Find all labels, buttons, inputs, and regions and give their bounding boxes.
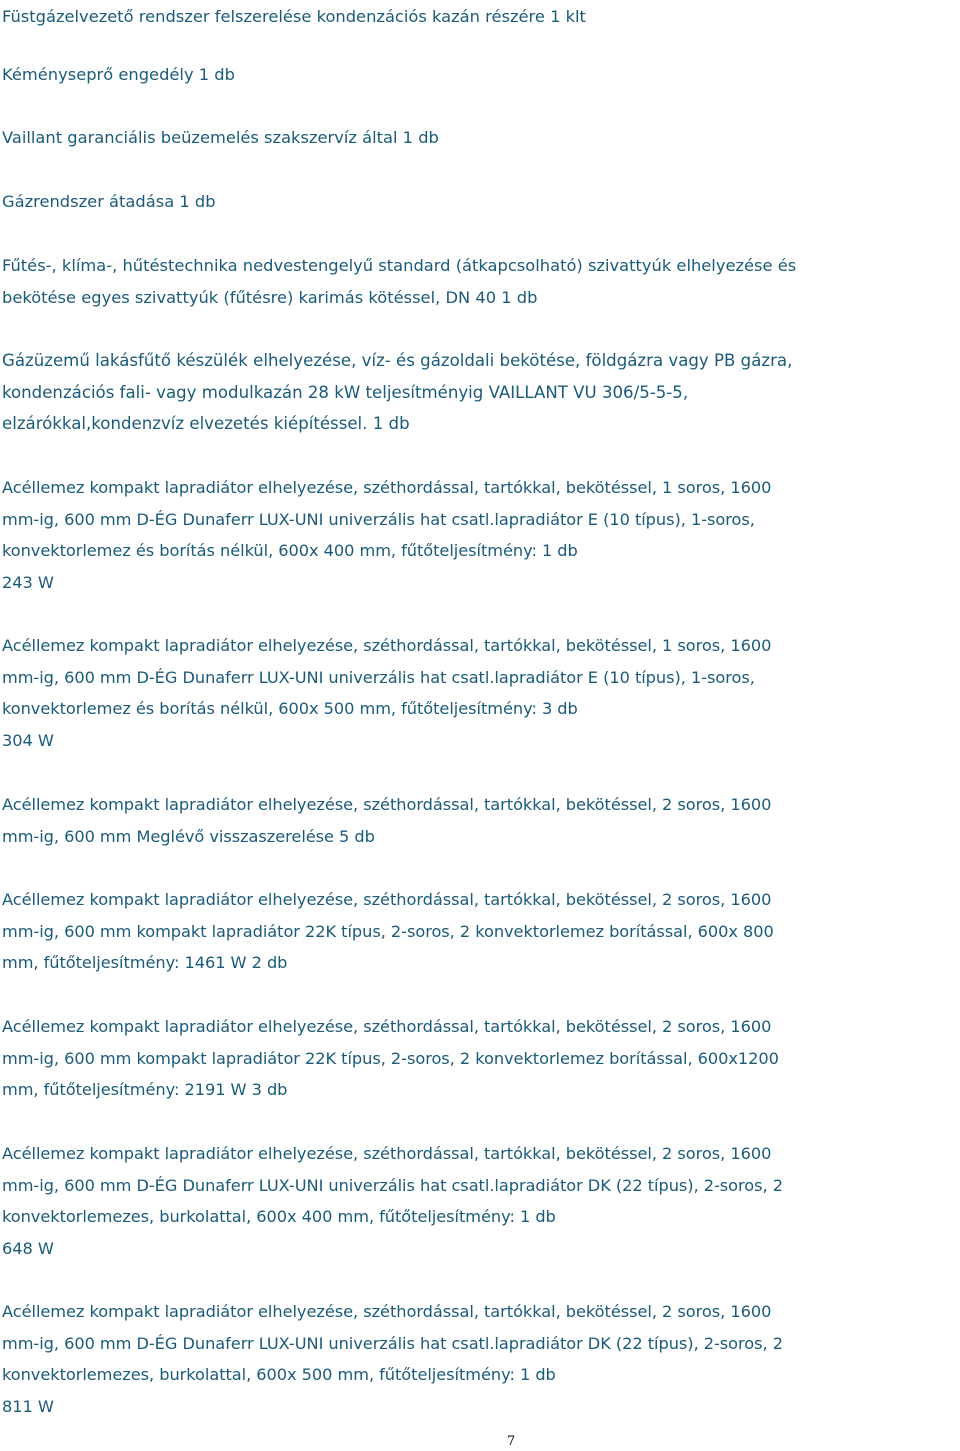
item-chimney-permit	[2, 59, 956, 91]
item-line: konvektorlemezes, burkolattal, 600x 400 mm, fűtőteljesítmény: 1 db	[2, 1207, 556, 1227]
item-gas-handover	[2, 186, 956, 218]
item-line: kondenzációs fali- vagy modulkazán 28 kW teljesítményig VAILLANT VU 306/5-5-5,	[2, 382, 689, 402]
page-number: 7	[506, 1434, 516, 1449]
item-radiator-4	[2, 884, 956, 979]
item-line: mm, fűtőteljesítmény: 2191 W 3 db	[2, 1080, 288, 1100]
item-line: Acéllemez kompakt lapradiátor elhelyezése, széthordással, tartókkal, bekötéssel, 2 soros, 1600	[2, 890, 772, 909]
item-line: 811 W	[2, 1397, 54, 1417]
item-line: Acéllemez kompakt lapradiátor elhelyezése, széthordással, tartókkal, bekötéssel, 1 soros, 1600	[2, 478, 772, 497]
item-line: mm-ig, 600 mm D-ÉG Dunaferr LUX-UNI univerzális hat csatl.lapradiátor DK (22 típus), 2-soros, 2	[2, 1333, 783, 1353]
item-line: Gázrendszer átadása 1 db	[2, 192, 216, 211]
item-line: mm, fűtőteljesítmény: 1461 W 2 db	[2, 953, 288, 973]
item-line: Gázüzemű lakásfűtő készülék elhelyezése, víz- és gázoldali bekötése, földgázra vagy PB gázra,	[2, 351, 793, 370]
item-line: Kéményseprő engedély 1 db	[2, 65, 235, 84]
item-radiator-3	[2, 789, 956, 852]
item-radiator-5	[2, 1011, 956, 1106]
item-line: 243 W	[2, 573, 54, 593]
item-gas-boiler	[2, 345, 956, 440]
item-line: Füstgázelvezető rendszer felszerelése kondenzációs kazán részére 1 klt	[2, 7, 586, 26]
item-radiator-7	[2, 1296, 956, 1423]
item-line: Vaillant garanciális beüzemelés szakszervíz által 1 db	[2, 128, 439, 147]
item-radiator-1	[2, 472, 956, 599]
item-flue-system	[2, 1, 956, 33]
item-line: konvektorlemezes, burkolattal, 600x 500 mm, fűtőteljesítmény: 1 db	[2, 1365, 556, 1385]
item-line: 304 W	[2, 731, 54, 751]
item-line: Acéllemez kompakt lapradiátor elhelyezése, széthordással, tartókkal, bekötéssel, 2 soros, 1600	[2, 795, 772, 814]
item-radiator-2	[2, 630, 956, 757]
item-line: mm-ig, 600 mm D-ÉG Dunaferr LUX-UNI univerzális hat csatl.lapradiátor E (10 típus), 1-soros,	[2, 667, 755, 687]
item-pumps	[2, 250, 956, 313]
item-line: Acéllemez kompakt lapradiátor elhelyezése, széthordással, tartókkal, bekötéssel, 2 soros, 1600	[2, 1302, 772, 1321]
item-line: mm-ig, 600 mm kompakt lapradiátor 22K típus, 2-soros, 2 konvektorlemez borítással, 600x 800	[2, 921, 774, 941]
item-line: Acéllemez kompakt lapradiátor elhelyezése, széthordással, tartókkal, bekötéssel, 1 soros, 1600	[2, 636, 772, 655]
item-radiator-6	[2, 1138, 956, 1265]
item-line: bekötése egyes szivattyúk (fűtésre) karimás kötéssel, DN 40 1 db	[2, 287, 538, 307]
item-line: mm-ig, 600 mm D-ÉG Dunaferr LUX-UNI univerzális hat csatl.lapradiátor E (10 típus), 1-soros,	[2, 509, 755, 529]
item-line: Acéllemez kompakt lapradiátor elhelyezése, széthordással, tartókkal, bekötéssel, 2 soros, 1600	[2, 1017, 772, 1036]
item-line: elzárókkal,kondenzvíz elvezetés kiépítéssel. 1 db	[2, 414, 410, 434]
item-line: mm-ig, 600 mm Meglévő visszaszerelése 5 db	[2, 826, 375, 846]
item-line: konvektorlemez és borítás nélkül, 600x 400 mm, fűtőteljesítmény: 1 db	[2, 541, 578, 561]
item-line: Fűtés-, klíma-, hűtéstechnika nedvestengelyű standard (átkapcsolható) szivattyúk elhelyezése és	[2, 256, 797, 275]
item-warranty-commissioning	[2, 122, 956, 154]
item-line: mm-ig, 600 mm D-ÉG Dunaferr LUX-UNI univerzális hat csatl.lapradiátor DK (22 típus), 2-soros, 2	[2, 1175, 783, 1195]
item-line: mm-ig, 600 mm kompakt lapradiátor 22K típus, 2-soros, 2 konvektorlemez borítással, 600x1200	[2, 1048, 779, 1068]
item-line: 648 W	[2, 1239, 54, 1259]
item-line: Acéllemez kompakt lapradiátor elhelyezése, széthordással, tartókkal, bekötéssel, 2 soros, 1600	[2, 1144, 772, 1163]
item-line: konvektorlemez és borítás nélkül, 600x 500 mm, fűtőteljesítmény: 3 db	[2, 699, 578, 719]
